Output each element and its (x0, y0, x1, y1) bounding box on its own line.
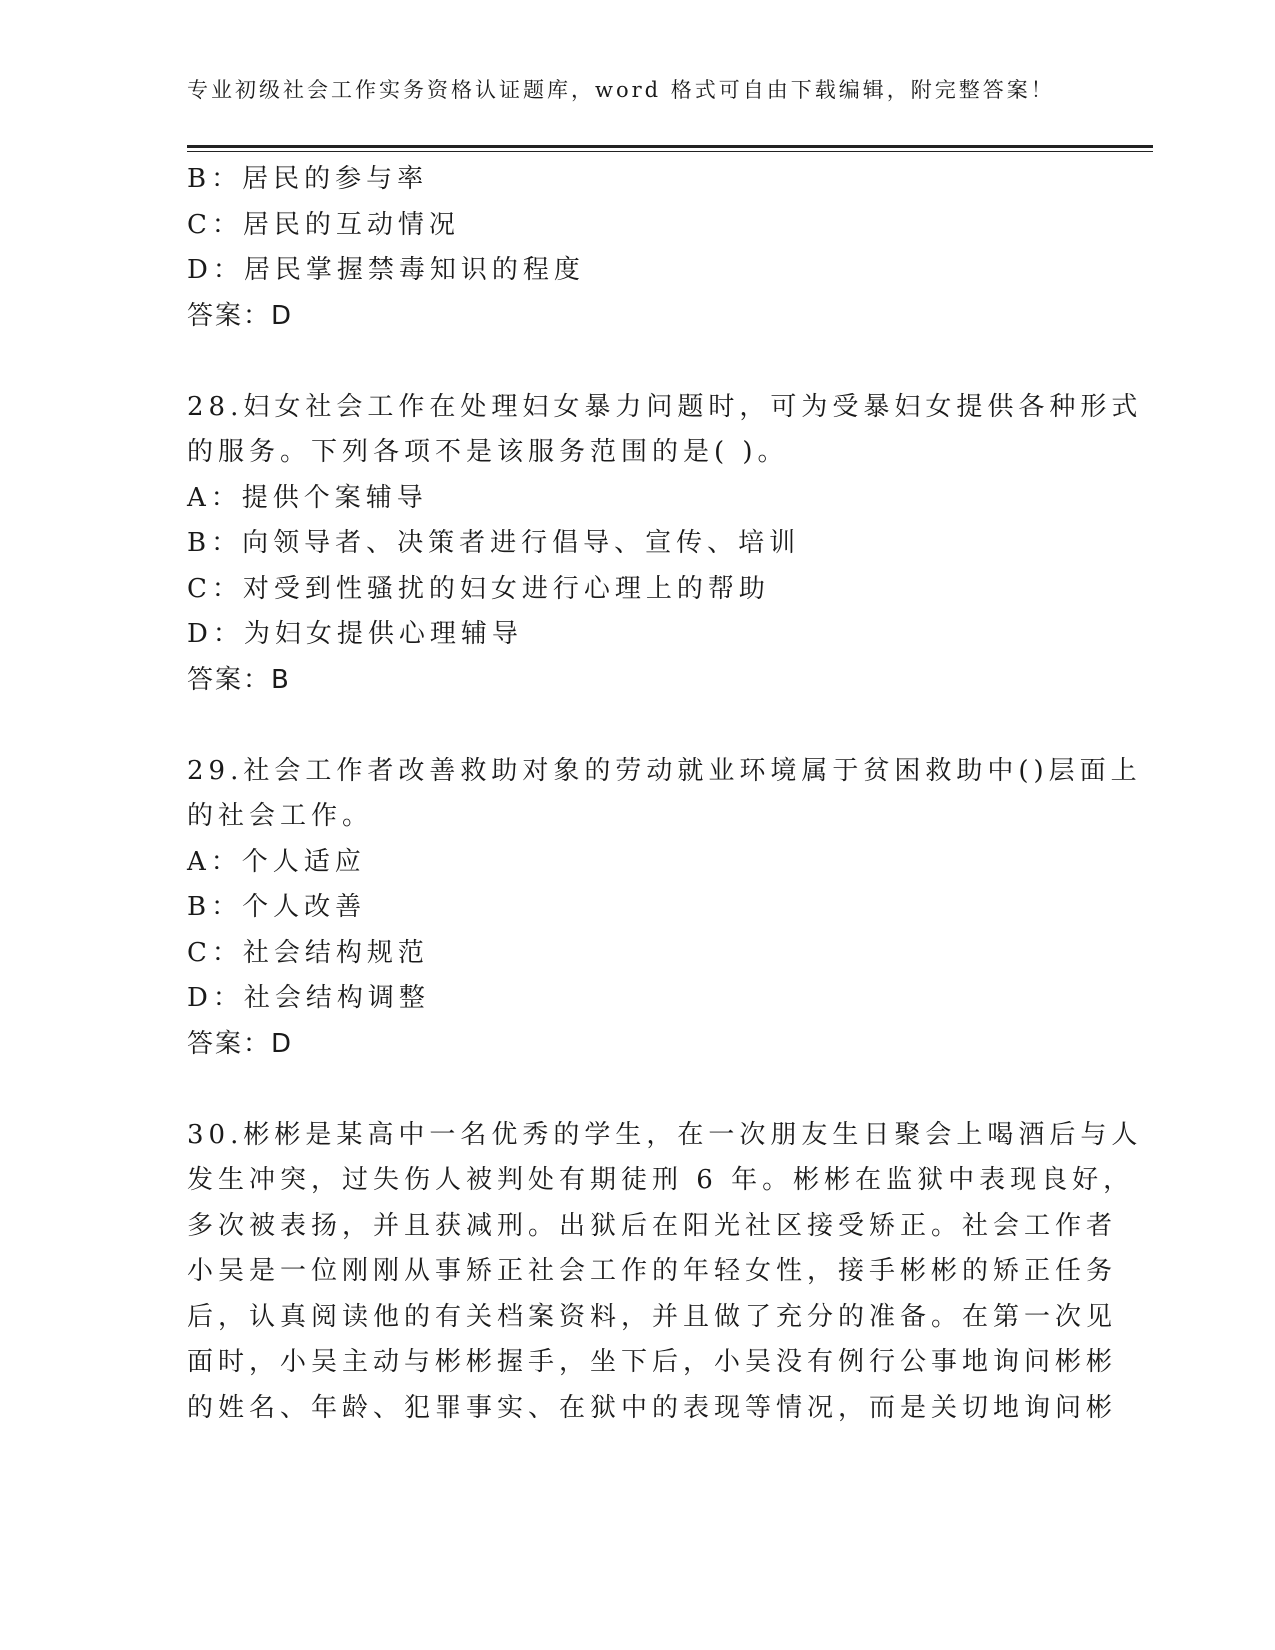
option-b: B：居民的参与率 (187, 164, 429, 194)
spacer (187, 339, 1087, 385)
question-stem-line: 30.彬彬是某高中一名优秀的学生，在一次朋友生日聚会上喝酒后与人 (187, 1119, 1143, 1150)
question-stem-line: 的姓名、年龄、犯罪事实、在狱中的表现等情况，而是关切地询问彬 (187, 1392, 1118, 1423)
question-content (187, 157, 1143, 1431)
question-30 (187, 1113, 1143, 1432)
question-stem-line: 后，认真阅读他的有关档案资料，并且做了充分的准备。在第一次见 (187, 1301, 1118, 1332)
option-c: C：居民的互动情况 (187, 209, 460, 240)
option-d: D：为妇女提供心理辅导 (187, 619, 523, 649)
page-header: 专业初级社会工作实务资格认证题库，word 格式可自由下载编辑，附完整答案！ (187, 78, 1055, 102)
option-b: B：向领导者、决策者进行倡导、宣传、培训 (187, 528, 801, 558)
answer-line: 答案：D (187, 300, 294, 331)
answer-line: 答案：B (187, 664, 291, 695)
question-27 (187, 157, 1087, 339)
spacer (187, 1067, 1087, 1113)
question-stem-line: 的服务。下列各项不是该服务范围的是( )。 (187, 437, 789, 467)
header-rule-thick (187, 145, 1153, 148)
spacer (187, 703, 1087, 749)
option-c: C：社会结构规范 (187, 937, 429, 968)
question-stem-line: 多次被表扬，并且获减刑。出狱后在阳光社区接受矫正。社会工作者 (187, 1210, 1118, 1241)
option-c: C：对受到性骚扰的妇女进行心理上的帮助 (187, 573, 770, 604)
header-rule-thin (187, 151, 1153, 152)
answer-line: 答案：D (187, 1028, 294, 1059)
question-stem-line: 的社会工作。 (187, 801, 374, 831)
option-d: D：居民掌握禁毒知识的程度 (187, 255, 585, 285)
option-a: A：提供个案辅导 (187, 482, 428, 513)
option-a: A：个人适应 (187, 846, 366, 877)
option-d: D：社会结构调整 (187, 983, 430, 1013)
question-28 (187, 385, 1143, 704)
question-stem-line: 小吴是一位刚刚从事矫正社会工作的年轻女性，接手彬彬的矫正任务 (187, 1256, 1118, 1286)
question-29 (187, 749, 1142, 1068)
option-b: B：个人改善 (187, 892, 367, 922)
question-stem-line: 29.社会工作者改善救助对象的劳动就业环境属于贫困救助中()层面上 (187, 755, 1142, 786)
question-stem-line: 面时，小吴主动与彬彬握手，坐下后，小吴没有例行公事地询问彬彬 (187, 1347, 1118, 1377)
question-stem-line: 28.妇女社会工作在处理妇女暴力问题时，可为受暴妇女提供各种形式 (187, 391, 1143, 422)
question-stem-line: 发生冲突，过失伤人被判处有期徒刑 6 年。彬彬在监狱中表现良好， (187, 1165, 1135, 1195)
